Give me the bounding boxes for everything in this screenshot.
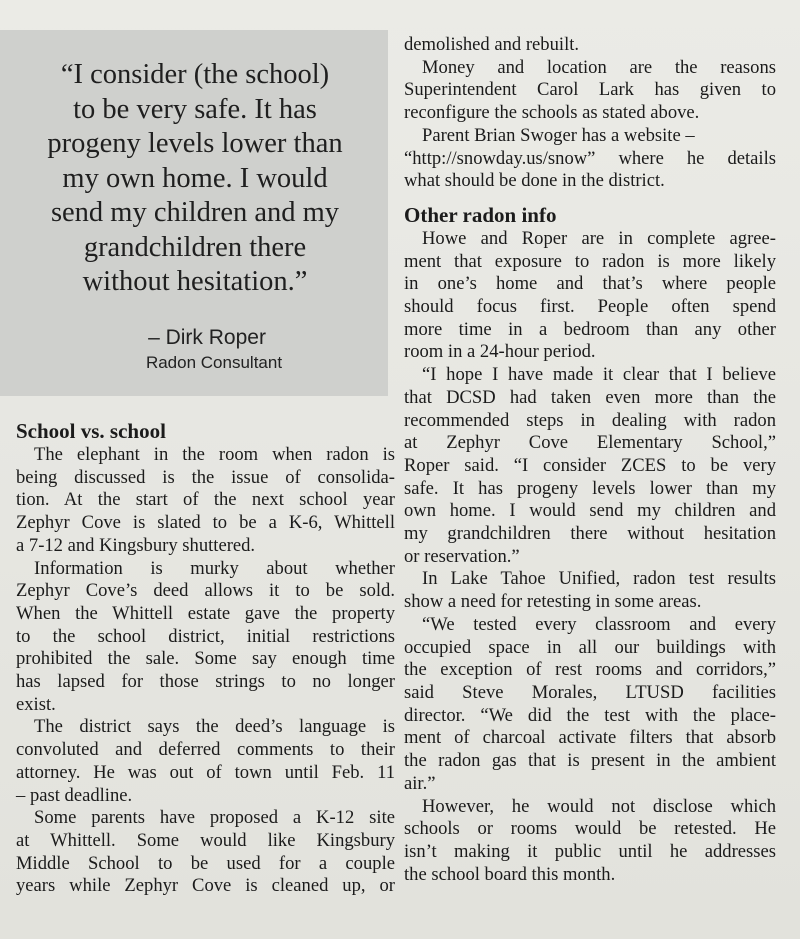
body-line: isn’t making it public until he addresses xyxy=(404,840,776,862)
body-line: Middle School to be used for a couple xyxy=(16,852,395,874)
body-line: “We tested every classroom and every xyxy=(422,613,776,635)
body-line: what should be done in the district. xyxy=(404,170,665,192)
body-line: Zephyr Cove’s deed allows it to be sold. xyxy=(16,580,395,602)
pull-quote-box xyxy=(0,30,388,396)
body-line: at Whittell. Some would like Kingsbury xyxy=(16,829,395,851)
body-line: reconfigure the schools as stated above. xyxy=(404,102,700,124)
body-line: When the Whittell estate gave the property xyxy=(16,602,395,624)
pull-quote-attribution xyxy=(0,325,388,374)
body-line: ment that exposure to radon is more likely xyxy=(404,250,776,272)
attribution-name: – Dirk Roper xyxy=(148,326,266,349)
body-line: convoluted and deferred comments to their xyxy=(16,739,395,761)
body-line: air.” xyxy=(404,772,436,794)
pull-quote-line: “I consider (the school) xyxy=(60,59,330,90)
pull-quote-line: without hesitation.” xyxy=(82,266,308,297)
body-line: a 7-12 and Kingsbury shuttered. xyxy=(16,534,256,556)
body-line: safe. It has progeny levels lower than my xyxy=(404,477,776,499)
body-line: Money and location are the reasons xyxy=(422,56,776,78)
attribution-title: Radon Consultant xyxy=(145,353,283,372)
section-gap xyxy=(404,193,776,203)
body-line: The district says the deed’s language is xyxy=(34,716,395,738)
body-line: In Lake Tahoe Unified, radon test results xyxy=(422,568,776,590)
body-line: schools or rooms would be retested. He xyxy=(404,818,776,840)
body-line: own home. I would send my children and xyxy=(404,500,776,522)
body-line: more time in a bedroom than any other xyxy=(404,318,776,340)
body-line: However, he would not disclose which xyxy=(422,795,776,817)
body-line: the school board this month. xyxy=(404,863,616,885)
body-line: Superintendent Carol Lark has given to xyxy=(404,79,776,101)
body-line: Some parents have proposed a K-12 site xyxy=(34,807,395,829)
body-line: Information is murky about whether xyxy=(34,557,395,579)
body-line: to the school district, initial restrictions xyxy=(16,625,395,647)
left-column xyxy=(16,419,395,898)
body-line: show a need for retesting in some areas. xyxy=(404,591,702,613)
pull-quote-text xyxy=(18,58,372,300)
body-line: room in a 24-hour period. xyxy=(404,341,596,363)
body-line: Howe and Roper are in complete agree- xyxy=(422,227,776,249)
body-line: the exception of rest rooms and corridors,” xyxy=(404,659,776,681)
body-line: attorney. He was out of town until Feb. 11 xyxy=(16,761,395,783)
body-line: occupied space in all our buildings with xyxy=(404,636,776,658)
body-line: should focus first. People often spend xyxy=(404,296,776,318)
body-line: “I hope I have made it clear that I believe xyxy=(422,364,776,386)
pull-quote-line: send my children and my xyxy=(50,197,340,228)
body-line: “http://snowday.us/snow” where he details xyxy=(404,147,776,169)
section-heading-school-vs-school: School vs. school xyxy=(16,419,166,443)
body-line: – past deadline. xyxy=(16,784,133,806)
body-line: has lapsed for those strings to no longer xyxy=(16,671,395,693)
right-column xyxy=(404,34,776,886)
body-line: ment of charcoal activate filters that absorb xyxy=(404,727,776,749)
body-line: at Zephyr Cove Elementary School,” xyxy=(404,432,776,454)
body-line: that DCSD had taken even more than the xyxy=(404,386,776,408)
body-line: years while Zephyr Cove is cleaned up, or xyxy=(16,875,395,897)
body-line: director. “We did the test with the place- xyxy=(404,704,776,726)
body-line: demolished and rebuilt. xyxy=(404,34,580,55)
pull-quote-line: to be very safe. It has xyxy=(73,93,317,125)
body-line: being discussed is the issue of consolida- xyxy=(16,466,395,488)
pull-quote-line: progeny levels lower than xyxy=(47,128,343,159)
body-line: my grandchildren there without hesitation xyxy=(404,523,776,545)
pull-quote-line: my own home. I would xyxy=(62,162,328,194)
body-line: The elephant in the room when radon is xyxy=(34,444,395,465)
section-heading-other-radon-info: Other radon info xyxy=(404,202,557,227)
body-line: prohibited the sale. Some say enough time xyxy=(16,648,395,670)
pull-quote-line: grandchildren there xyxy=(83,231,307,263)
body-line: the radon gas that is present in the ambient xyxy=(404,750,776,772)
body-line: exist. xyxy=(16,693,56,715)
body-line: or reservation.” xyxy=(404,545,520,567)
body-line: recommended steps in dealing with radon xyxy=(404,409,776,431)
body-line: in one’s home and that’s where people xyxy=(404,273,776,295)
body-line: Zephyr Cove is slated to be a K-6, Whittell xyxy=(16,512,395,534)
body-line: Roper said. “I consider ZCES to be very xyxy=(404,454,776,476)
body-line: tion. At the start of the next school year xyxy=(16,489,395,511)
body-line: Parent Brian Swoger has a website – xyxy=(422,124,695,146)
body-line: said Steve Morales, LTUSD facilities xyxy=(404,681,776,703)
